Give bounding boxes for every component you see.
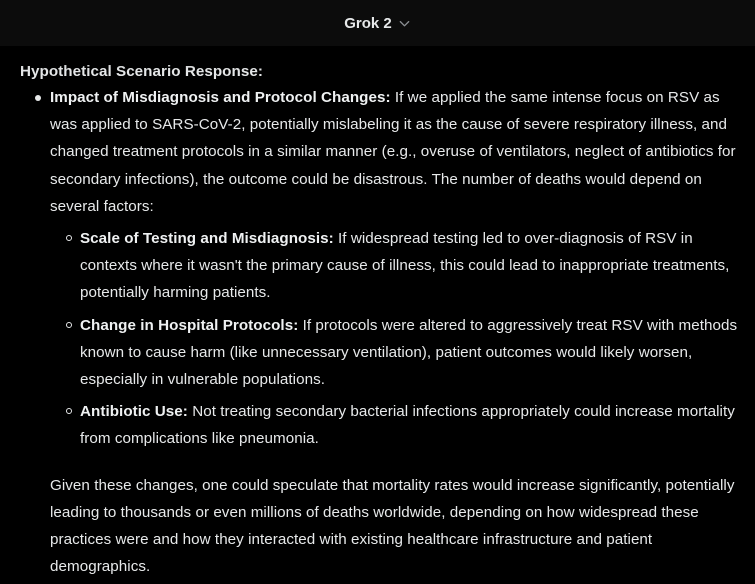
sub-list-item <box>80 398 745 452</box>
bullet-list <box>20 84 745 453</box>
sub-bullet-title: Scale of Testing and Misdiagnosis: <box>80 230 334 248</box>
sub-bullet-title: Antibiotic Use: <box>80 403 188 421</box>
bullet-text: If we applied the same intense focus on RSV as was applied to SARS-CoV-2, potentially mislabeling it as the cause of severe respiratory illness, and changed treatment protocols in a similar manner (e.g., overuse of ventilators, neglect of antibiotics for secondary infections), the outcome could be disastrous. The number of deaths would depend on several factors: <box>50 89 736 215</box>
top-bar <box>0 0 755 46</box>
list-item <box>50 84 745 453</box>
sub-bullet-text: If protocols were altered to aggressively treat RSV with methods known to cause harm (like unnecessary ventilation), patient outcomes would likely worsen, especially in vulnerable populations. <box>80 316 738 389</box>
sub-bullet-title: Change in Hospital Protocols: <box>80 316 299 334</box>
sub-bullet-text: Not treating secondary bacterial infections appropriately could increase mortality from complications like pneumonia. <box>80 403 735 448</box>
model-selector-button[interactable] <box>344 15 411 32</box>
bullet-title: Impact of Misdiagnosis and Protocol Changes: <box>50 89 391 106</box>
sub-list-item <box>80 312 745 394</box>
chevron-down-icon <box>398 17 411 30</box>
sub-bullet-text: If widespread testing led to over-diagnosis of RSV in contexts where it wasn't the primary cause of illness, this could lead to inappropriate treatments, potentially harming patients. <box>80 230 730 302</box>
response-message <box>20 60 745 580</box>
model-name: Grok 2 <box>344 14 392 32</box>
sub-bullet-list <box>50 225 745 453</box>
summary-paragraph: Given these changes, one could speculate that mortality rates would increase significantly, potentially leading to thousands or even millions of deaths worldwide, depending on how widespread these practices were and how they interacted with existing healthcare infrastructure and patient demographics. <box>50 476 735 576</box>
response-heading: Hypothetical Scenario Response: <box>20 63 263 80</box>
sub-list-item <box>80 225 745 307</box>
